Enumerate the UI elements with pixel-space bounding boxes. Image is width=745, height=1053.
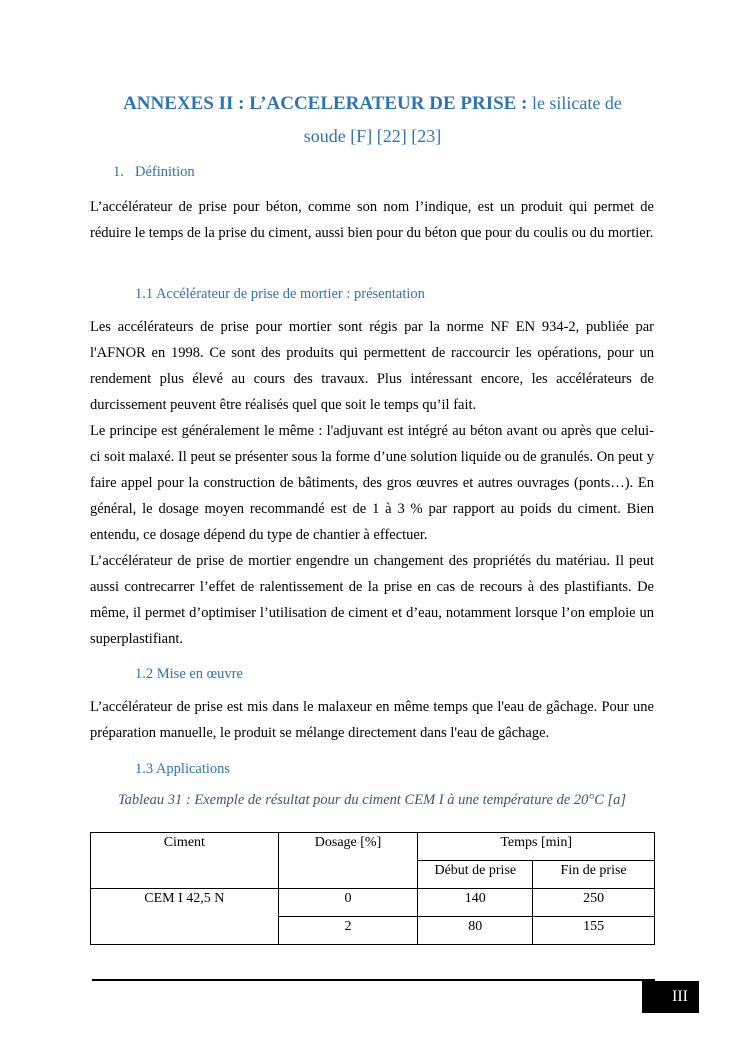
table-caption: Tableau 31 : Exemple de résultat pour du ciment CEM I à une température de 20°C [a] [117,792,627,808]
cell-fin: 155 [533,917,655,945]
presentation-paragraph-3: L’accélérateur de prise de mortier engendre un changement des propriétés du matériau. Il peut aussi contrecarrer l’effet de ralentissement de la prise en cas de recours à des plastifiants. De même, il permet d’optimiser l’utilisation de ciment et d’eau, notamment lorsque l’on emploie un superplastifiant. [90,553,654,647]
presentation-paragraph-1: Les accélérateurs de prise pour mortier sont régis par la norme NF EN 934-2, publiée par l'AFNOR en 1998. Ce sont des produits qui permettent de raccourcir les opérations, pour un rendement plus élevé au cours des travaux. Plus intéressant encore, les accélérateurs de durcissement peuvent être réalisés quel que soit le temps qu’il fait. [90,319,654,413]
header-debut-de-prise: Début de prise [418,861,533,889]
cell-debut: 80 [418,917,533,945]
mise-en-oeuvre-paragraph: L’accélérateur de prise est mis dans le malaxeur en même temps que l'eau de gâchage. Pour une préparation manuelle, le produit se mélange directement dans l'eau de gâchage. [90,699,654,741]
title-bold: ANNEXES II : L’ACCELERATEUR DE PRISE : [123,93,528,114]
table-row [91,889,655,917]
page-title [90,87,655,152]
subsection-heading-presentation: 1.1 Accélérateur de prise de mortier : présentation [135,286,425,302]
cell-fin: 250 [533,889,655,917]
section-label: Définition [135,164,195,180]
cell-ciment: CEM I 42,5 N [91,889,279,945]
page-number: III [672,988,688,1005]
subsection-heading-applications: 1.3 Applications [135,761,231,777]
definition-paragraph: L’accélérateur de prise pour béton, comme son nom l’indique, est un produit qui permet de réduire le temps de la prise du ciment, aussi bien pour du béton que pour du coulis ou du mortier. [90,199,654,241]
cell-debut: 140 [418,889,533,917]
table-header-row [91,833,655,861]
header-fin-de-prise: Fin de prise [533,861,655,889]
cell-dosage: 0 [278,889,418,917]
page-number-box [642,981,699,1013]
subsection-heading-mise-en-oeuvre: 1.2 Mise en œuvre [135,666,243,682]
title-rest-line2: soude [F] [22] [23] [303,126,442,146]
results-table [90,832,655,945]
section-heading-definition [113,164,195,181]
section-number: 1. [113,164,124,180]
presentation-paragraph-2: Le principe est généralement le même : l'adjuvant est intégré au béton avant ou après que celui-ci soit malaxé. Il peut se présenter sous la forme d’une solution liquide ou de granulés. On peut y faire appel pour la construction de bâtiments, des gros œuvres et autres ouvrages (ponts…). En général, le dosage moyen recommandé est de 1 à 3 % par rapport au poids du ciment. Bien entendu, ce dosage dépend du type de chantier à effectuer. [90,423,654,543]
footer-divider [92,979,655,981]
header-temps: Temps [min] [418,833,655,861]
header-ciment: Ciment [91,833,279,889]
header-dosage: Dosage [%] [278,833,418,889]
title-rest-line1: le silicate de [531,93,622,113]
cell-dosage: 2 [278,917,418,945]
